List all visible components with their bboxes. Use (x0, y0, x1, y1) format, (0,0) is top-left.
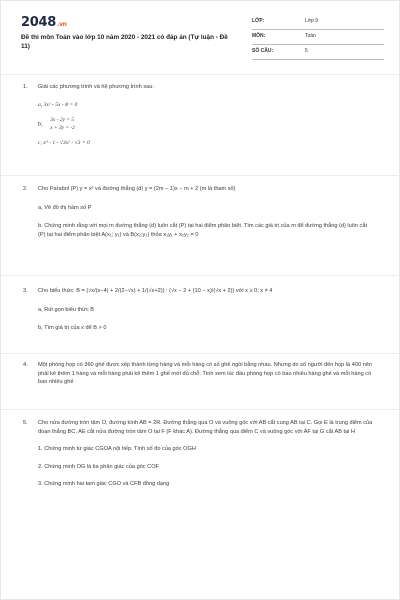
question-number: 1. (23, 84, 28, 90)
question-part-a: a, 3x² - 5x - 8 = 0 (38, 101, 78, 108)
question-part-a: a, Vẽ đồ thị hàm số P (38, 204, 92, 211)
question-part-b: b, Tìm giá trị của x để B > 0 (38, 325, 107, 332)
meta-table (252, 15, 384, 60)
question-number: 2. (23, 186, 28, 192)
logo-text: 2048 (21, 15, 56, 30)
list-item: 1. Chứng minh tứ giác CGOA nội tiếp. Tính số đo của góc OGH (38, 446, 196, 453)
divider (1, 74, 400, 75)
question-part-b (38, 116, 376, 132)
meta-key: LỚP: (252, 18, 265, 24)
list-item: 3. Chứng minh hai tam giác CGO và CFB đồng dạng (38, 481, 170, 488)
question-part-c: c, x⁴ - 1 - √3x² - √3 = 0 (38, 140, 90, 147)
question-prompt: Giải các phương trình và hệ phương trình sau: (38, 84, 154, 90)
meta-row-subject (252, 30, 384, 45)
divider (1, 409, 400, 410)
question-prompt: Cho Parabol (P) y = x² và đường thẳng (d) y = (2m − 1)x − m + 2 (m là tham số) (38, 186, 236, 192)
question-number: 4. (23, 362, 28, 368)
question-number: 5. (23, 420, 28, 426)
logo-suffix: .vn (56, 21, 67, 28)
question-number: 3. (23, 288, 28, 294)
meta-value: Lớp 9 (305, 18, 319, 24)
divider (1, 353, 400, 354)
list-item: 2. Chứng minh OG là tia phân giác của góc COF (38, 463, 159, 470)
question-prompt: Một phòng họp có 360 ghế được xếp thành từng hàng và mỗi hàng có số ghế ngồi bằng nhau. Nhưng do số người đến họp là 400 nên phải kê thêm 1 hàng và mỗi hàng phải kê thêm 1 ghế mới đủ chỗ. Tính xem lúc đầu phòng họp có bao nhiêu hàng ghế và mỗi hàng có bao nhiêu ghế (38, 362, 372, 386)
system-eq-1: 3x - 2y = 5 (50, 117, 74, 124)
equation-system (50, 116, 75, 132)
page-title: Đề thi môn Toán vào lớp 10 năm 2020 - 2021 có đáp án (Tự luận - Đề 11) (21, 34, 228, 50)
question-prompt: Cho nửa đường tròn tâm O, đường kính AB = 2R. Đường thẳng qua O và vuông góc với AB cắt cung AB tại C. Gọi E là trung điểm của đoạn thẳng BC, AE cắt nửa đường tròn tâm O tại F (F khác A). Đường thẳng qua điểm C và vuông góc với AF tại G cắt AB tại H (38, 420, 373, 435)
meta-key: SỐ CÂU: (252, 48, 274, 54)
meta-key: MÔN: (252, 33, 266, 39)
divider (1, 275, 400, 276)
meta-value: Toán (305, 33, 316, 39)
meta-value: 5 (305, 48, 308, 54)
document-header (21, 15, 383, 65)
divider (1, 175, 400, 176)
site-logo[interactable] (21, 15, 67, 30)
system-eq-2: x + 3y = -2 (50, 125, 75, 132)
meta-row-count (252, 45, 384, 60)
question-part-b: b, Chứng minh rằng với mọi m đường thẳng (d) luôn cắt (P) tại hai điểm phân biệt. Tìm các giá trị của m để đường thẳng (d) luôn cắt (P) tại hai điểm phân biệt A(x₁; y₁) và B(x₂;y₂) thỏa x₁y₁ + x₂y₂ = 0 (38, 223, 368, 238)
question-part-a: a, Rút gọn biểu thức B (38, 306, 94, 313)
part-b-label: b, (38, 121, 43, 128)
meta-row-class (252, 15, 384, 30)
question-prompt: Cho biểu thức: B = (√x/(x−4) + 2/(2−√x) + 1/(√x+2)) : (√x − 2 + (10 − x)/(√x + 2)) với x ≥ 0; x ≠ 4 (38, 288, 273, 294)
